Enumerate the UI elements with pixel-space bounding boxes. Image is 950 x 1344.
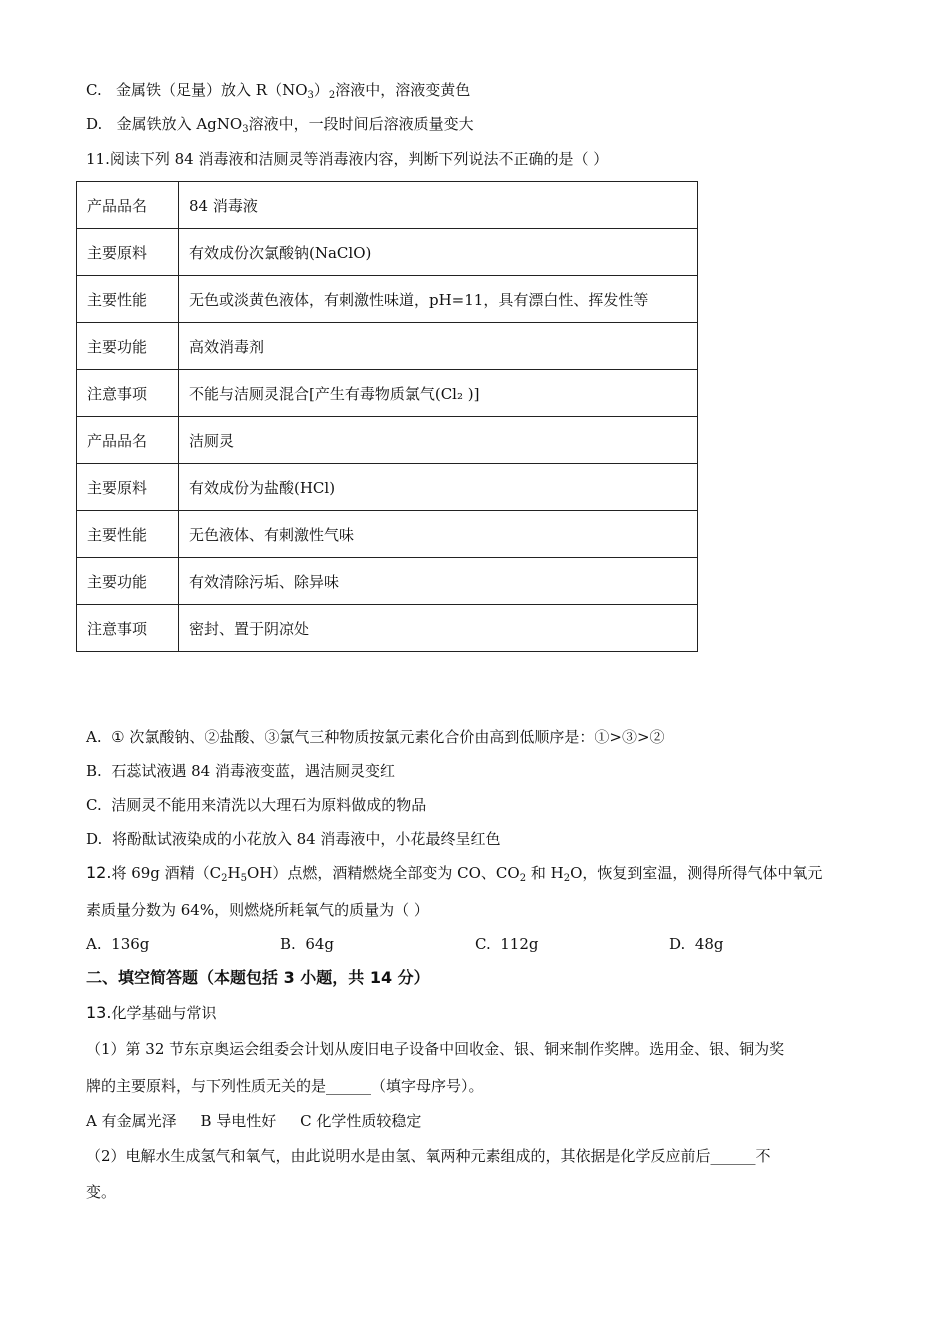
table-cell-key: 主要原料 (77, 229, 179, 276)
table-cell-value: 密封、置于阴凉处 (179, 605, 698, 652)
q12-stem-line2: 素质量分数为 64%，则燃烧所耗氧气的质量为（ ） (86, 901, 429, 919)
table-row (77, 558, 698, 605)
table-row (77, 276, 698, 323)
q12-option-d: D. 48g (669, 935, 724, 953)
q13-p1-line1: （1）第 32 节东京奥运会组委会计划从废旧电子设备中回收金、银、铜来制作奖牌。选用金、银、铜为奖 (86, 1040, 785, 1058)
q12-option-c: C. 112g (475, 935, 539, 953)
table-row (77, 182, 698, 229)
table-cell-key: 产品品名 (77, 182, 179, 229)
table-cell-key: 主要性能 (77, 276, 179, 323)
q11-option-a: A. ① 次氯酸钠、②盐酸、③氯气三种物质按氯元素化合价由高到低顺序是：①>③>② (86, 728, 665, 746)
option-label: C. (86, 81, 102, 99)
table-cell-value: 无色液体、有刺激性气味 (179, 511, 698, 558)
table-cell-value: 洁厕灵 (179, 417, 698, 464)
q13-p2-line2: 变。 (86, 1183, 117, 1201)
section-heading: 二、填空简答题（本题包括 3 小题，共 14 分） (86, 968, 430, 987)
table-cell-key: 主要功能 (77, 558, 179, 605)
q10-option-c: C. 金属铁（足量）放入 $R(NO_3)_2$溶液中，溶液变黄色 (86, 81, 471, 101)
table-cell-value: 84 消毒液 (179, 182, 698, 229)
table-row (77, 323, 698, 370)
table-cell-key: 注意事项 (77, 370, 179, 417)
table-cell-key: 主要原料 (77, 464, 179, 511)
q13-p1-choices: A 有金属光泽 B 导电性好 C 化学性质较稳定 (86, 1112, 422, 1130)
q11-option-d: D. 将酚酞试液染成的小花放入 84 消毒液中，小花最终呈红色 (86, 830, 501, 848)
q12-stem-line1: 12.将 69g 酒精$(C_2H_5OH)$点燃，酒精燃烧全部变为 CO、$CO_2$ 和 $H_2O$，恢复到室温，测得所得气体中氧元 (86, 863, 823, 884)
q10-option-d: D. 金属铁放入 AgNO$_3$溶液中，一段时间后溶液质量变大 (86, 115, 474, 135)
table-cell-key: 注意事项 (77, 605, 179, 652)
q12-option-b: B. 64g (280, 935, 335, 953)
q13-p2-line1: （2）电解水生成氢气和氧气，由此说明水是由氢、氧两种元素组成的，其依据是化学反应前后______不 (86, 1147, 771, 1165)
table-cell-value: 高效消毒剂 (179, 323, 698, 370)
q11-option-c: C. 洁厕灵不能用来清洗以大理石为原料做成的物品 (86, 796, 427, 814)
table-row (77, 605, 698, 652)
table-row (77, 229, 698, 276)
question-number: 13. (86, 1003, 112, 1022)
table-cell-key: 主要功能 (77, 323, 179, 370)
question-number: 12. (86, 863, 112, 882)
q11-stem: 11.阅读下列 84 消毒液和洁厕灵等消毒液内容，判断下列说法不正确的是（ ） (86, 150, 609, 168)
table-cell-value: 不能与洁厕灵混合[产生有毒物质氯气(Cl₂ )] (179, 370, 698, 417)
table-cell-value: 有效清除污垢、除异味 (179, 558, 698, 605)
q13-title: 13.化学基础与常识 (86, 1003, 217, 1022)
q11-option-b: B. 石蕊试液遇 84 消毒液变蓝，遇洁厕灵变红 (86, 762, 395, 780)
table-row (77, 417, 698, 464)
table-row (77, 464, 698, 511)
table-cell-value: 有效成份次氯酸钠(NaClO) (179, 229, 698, 276)
q11-product-table (76, 181, 698, 652)
table-cell-key: 产品品名 (77, 417, 179, 464)
table-cell-value: 有效成份为盐酸(HCl) (179, 464, 698, 511)
q13-p1-line2: 牌的主要原料，与下列性质无关的是______（填字母序号）。 (86, 1077, 484, 1095)
table-row (77, 511, 698, 558)
table-cell-key: 主要性能 (77, 511, 179, 558)
table-cell-value: 无色或淡黄色液体，有刺激性味道，pH=11，具有漂白性、挥发性等 (179, 276, 698, 323)
option-label: D. (86, 115, 103, 133)
table-row (77, 370, 698, 417)
q12-option-a: A. 136g (86, 935, 150, 953)
